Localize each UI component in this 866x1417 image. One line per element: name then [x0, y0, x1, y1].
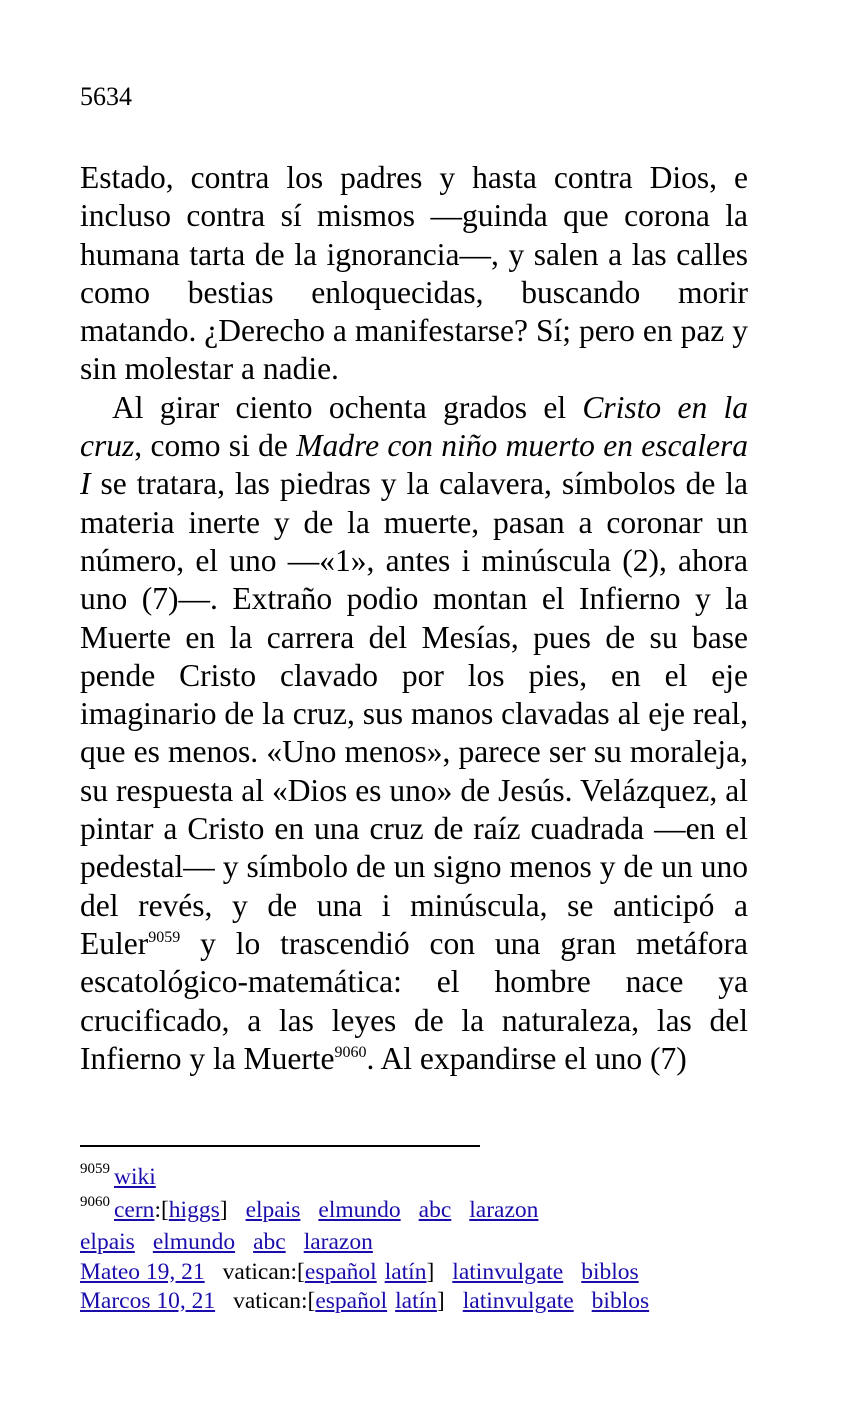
paragraph: [80, 389, 748, 1078]
bracket-text: ]: [436, 1288, 445, 1314]
link-wiki[interactable]: wiki: [114, 1164, 156, 1190]
footnote-divider: [80, 1145, 480, 1147]
italic-title: Cristo en la cruz: [80, 389, 749, 464]
link-espanol[interactable]: español: [315, 1288, 388, 1314]
link-elmundo[interactable]: elmundo: [318, 1196, 401, 1223]
link-elpais[interactable]: elpais: [80, 1229, 135, 1255]
text-run: , como si de: [134, 428, 297, 464]
footnote-9060: [80, 1193, 780, 1229]
page-number: 5634: [80, 82, 132, 111]
paragraph: Estado, contra los padres y hasta contra Dios, e incluso contra sí mismos —guinda que corona la humana tarta de la ignorancia—, y salen a las calles como bestias enloquecidas, buscando morir matando. ¿Derecho a manifestarse? Sí; pero en paz y sin molestar a nadie.: [80, 160, 748, 387]
body-text: [80, 159, 748, 1078]
italic-title: Madre con niño muerto en escalera I: [80, 428, 748, 502]
link-espanol[interactable]: español: [304, 1258, 377, 1285]
text-run: . Al expandirse el uno (7): [366, 1040, 687, 1076]
text-run: y lo trascendió con una gran metáfora escatológico-matemática: el hombre nace ya crucificado, a las leyes de la naturaleza, las del Infierno y la Muerte: [80, 925, 748, 1076]
link-latin[interactable]: latín: [395, 1288, 437, 1314]
footnote-number: 9060: [80, 1193, 110, 1210]
footnote-9059: [80, 1163, 780, 1196]
link-mateo[interactable]: Mateo 19, 21: [80, 1258, 205, 1285]
link-biblos[interactable]: biblos: [581, 1258, 639, 1285]
link-elmundo[interactable]: elmundo: [152, 1229, 236, 1255]
vatican-label: vatican:[: [222, 1258, 305, 1285]
text-run: Al girar ciento ochenta grados el: [112, 389, 583, 425]
link-larazon[interactable]: larazon: [303, 1229, 373, 1255]
footnote-9060-line4: [80, 1287, 780, 1317]
link-higgs[interactable]: higgs: [168, 1196, 220, 1223]
bracket-text: ]: [426, 1258, 435, 1285]
link-latinvulgate[interactable]: latinvulgate: [462, 1288, 574, 1314]
link-cern[interactable]: cern: [114, 1196, 155, 1223]
footnote-9060-line3: [80, 1258, 780, 1288]
vatican-label: vatican:[: [233, 1288, 316, 1314]
bracket-text: ]: [219, 1196, 228, 1223]
footnote-ref[interactable]: 9060: [334, 1043, 367, 1061]
link-latin[interactable]: latín: [384, 1258, 427, 1285]
link-elpais[interactable]: elpais: [245, 1196, 301, 1223]
text-run: se tratara, las piedras y la calavera, símbolos de la materia inerte y de la muerte, pasan a coronar un número, el uno —«1», antes i minúscula (2), ahora uno (7)—. Extraño podio montan el Infierno y la Muerte en la carrera del Mesías, pues de su base pende Cristo clavado por los pies, en el eje imaginario de la cruz, sus manos clavadas al eje real, que es menos. «Uno menos», parece ser su moraleja, su respuesta al «Dios es uno» de Jesús. Velázquez, al pintar a Cristo en una cruz de raíz cuadrada —en el pedestal— y símbolo de un signo menos y de un uno del revés, y de una i minúscula, se anticipó a Euler: [80, 466, 748, 961]
link-abc[interactable]: abc: [253, 1229, 286, 1255]
footnote-9060-line2: [80, 1228, 780, 1258]
link-latinvulgate[interactable]: latinvulgate: [452, 1258, 564, 1285]
link-abc[interactable]: abc: [418, 1196, 452, 1223]
bracket-text: :[: [154, 1196, 169, 1223]
footnotes: [80, 1163, 780, 1317]
footnote-ref[interactable]: 9059: [148, 928, 181, 946]
link-marcos[interactable]: Marcos 10, 21: [80, 1288, 216, 1314]
footnote-number: 9059: [80, 1161, 110, 1177]
link-biblos[interactable]: biblos: [591, 1288, 650, 1314]
link-larazon[interactable]: larazon: [469, 1196, 539, 1223]
